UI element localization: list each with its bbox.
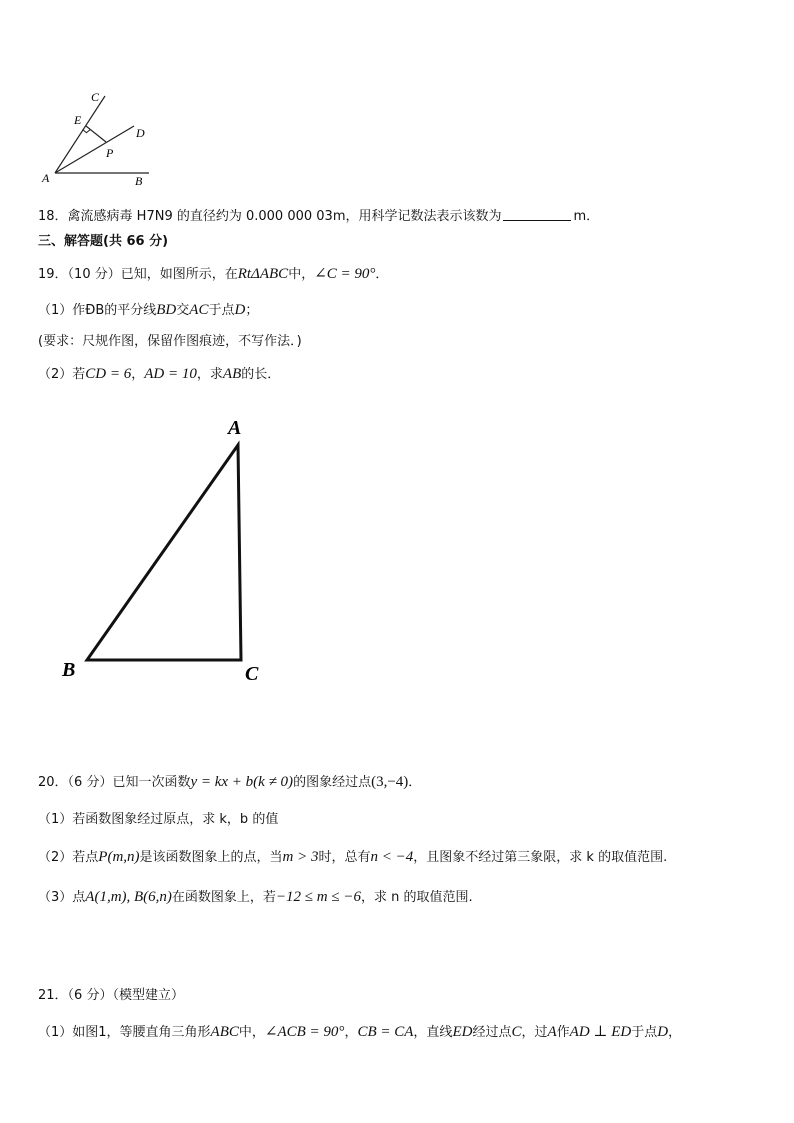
- q19-p2-end: 的长．: [241, 367, 281, 382]
- q19-p2-a: （2）若: [38, 367, 86, 382]
- q19-rt-triangle: RtΔABC: [237, 266, 289, 282]
- q19-p1-b: 交: [176, 303, 190, 318]
- q20-point: (3,−4): [371, 774, 409, 790]
- q21-p1-eq: CB = CA: [357, 1024, 414, 1040]
- section-title: 三、解答题(共 66 分): [38, 234, 169, 249]
- question-19: [38, 265, 388, 284]
- q20-p3-a: （3）点: [38, 890, 86, 905]
- label-e: E: [74, 113, 82, 127]
- q20-p3-points: A(1,m), B(6,n): [85, 889, 172, 905]
- q19-part-2: [38, 365, 280, 384]
- right-triangle-figure: [56, 410, 276, 690]
- q21-p1-abc: ABC: [210, 1024, 239, 1040]
- q21-p1-e: 经过点: [472, 1025, 512, 1040]
- q19-lead: 19．（10 分）已知，如图所示，在: [38, 267, 238, 282]
- q19-p1-ac: AC: [189, 302, 209, 318]
- q19-angle-c: ∠C = 90°: [314, 266, 376, 282]
- q20-p3-cond: −12 ≤ m ≤ −6: [275, 889, 361, 905]
- q21-p1-cpt: C: [511, 1024, 522, 1040]
- q19-p1-end: ；: [245, 303, 259, 318]
- q20-part-3: [38, 888, 473, 907]
- label-a: A: [42, 171, 50, 185]
- q20-end: ．: [408, 775, 422, 790]
- label-p: P: [106, 146, 114, 160]
- angle-bisector-figure: [38, 86, 158, 190]
- q20-lead: 20．（6 分）已知一次函数: [38, 775, 191, 790]
- q18-unit: m．: [573, 209, 600, 224]
- q19-p1-c: 于点: [208, 303, 235, 318]
- question-18: [38, 207, 599, 226]
- q19-mid: 中，: [288, 267, 315, 282]
- q20-part-1: （1）若函数图象经过原点，求 k，b 的值: [38, 812, 279, 827]
- q20-p2-d: ，且图象不经过第三象限，求 k 的取值范围.: [413, 850, 668, 865]
- q20-p2-cond1: m > 3: [282, 849, 319, 865]
- vertex-c: C: [245, 663, 259, 685]
- q21-p1-g: 作: [556, 1025, 570, 1040]
- q19-p2-b: ，: [131, 367, 145, 382]
- q20-p3-c: ，求 n 的取值范围.: [360, 890, 473, 905]
- q19-p2-c: ，求: [196, 367, 223, 382]
- q20-p3-b: 在函数图象上，若: [171, 890, 276, 905]
- q21-p1-d: ，直线: [413, 1025, 453, 1040]
- q19-p1-a: （1）作ÐB的平分线: [38, 303, 157, 318]
- q20-mid: 的图象经过点: [293, 775, 372, 790]
- q18-text: 18．禽流感病毒 H7N9 的直径约为 0.000 000 03m，用科学记数法表示该数为: [38, 209, 502, 224]
- question-21: 21．（6 分）（模型建立）: [38, 988, 184, 1003]
- q21-p1-a: （1）如图1，等腰直角三角形: [38, 1025, 211, 1040]
- q21-p1-perp: AD ⊥ ED: [569, 1024, 632, 1040]
- q20-p2-c: 时，总有: [318, 850, 371, 865]
- q21-part-1: [38, 1023, 681, 1042]
- q19-p2-ad: AD = 10: [144, 366, 197, 382]
- q19-p1-bd: BD: [156, 302, 177, 318]
- answer-blank[interactable]: [503, 207, 571, 221]
- q20-p2-point: P(m,n): [98, 849, 140, 865]
- q21-p1-b: 中，: [238, 1025, 265, 1040]
- right-angle-mark: [83, 129, 91, 132]
- q20-function: y = kx + b(k ≠ 0): [190, 774, 294, 790]
- perpendicular-pe: [86, 126, 106, 142]
- q20-p2-cond2: n < −4: [370, 849, 414, 865]
- vertex-a: A: [228, 417, 242, 439]
- q21-p1-end: ，: [668, 1025, 682, 1040]
- label-c: C: [91, 90, 100, 104]
- vertex-b: B: [62, 659, 76, 681]
- q19-p2-cd: CD = 6: [85, 366, 132, 382]
- q19-end: ．: [375, 267, 389, 282]
- q19-part-1: [38, 301, 258, 320]
- triangle-abc: [87, 445, 241, 660]
- q21-p1-dpt: D: [657, 1024, 669, 1040]
- q20-p2-b: 是该函数图象上的点，当: [139, 850, 283, 865]
- q21-p1-ed: ED: [452, 1024, 473, 1040]
- q21-p1-f: ，过: [521, 1025, 548, 1040]
- q21-p1-angle: ∠ACB = 90°: [264, 1024, 345, 1040]
- q20-p2-a: （2）若点: [38, 850, 99, 865]
- q20-part-2: [38, 848, 667, 867]
- q21-p1-a2: A: [547, 1024, 557, 1040]
- q21-p1-h: 于点: [631, 1025, 658, 1040]
- q21-p1-c: ，: [344, 1025, 358, 1040]
- q19-p2-ab: AB: [222, 366, 242, 382]
- q19-requirement: (要求：尺规作图，保留作图痕迹，不写作法．): [38, 334, 302, 349]
- label-b: B: [135, 174, 143, 188]
- question-20: [38, 773, 421, 792]
- label-d: D: [136, 126, 145, 140]
- q19-p1-d: D: [234, 302, 246, 318]
